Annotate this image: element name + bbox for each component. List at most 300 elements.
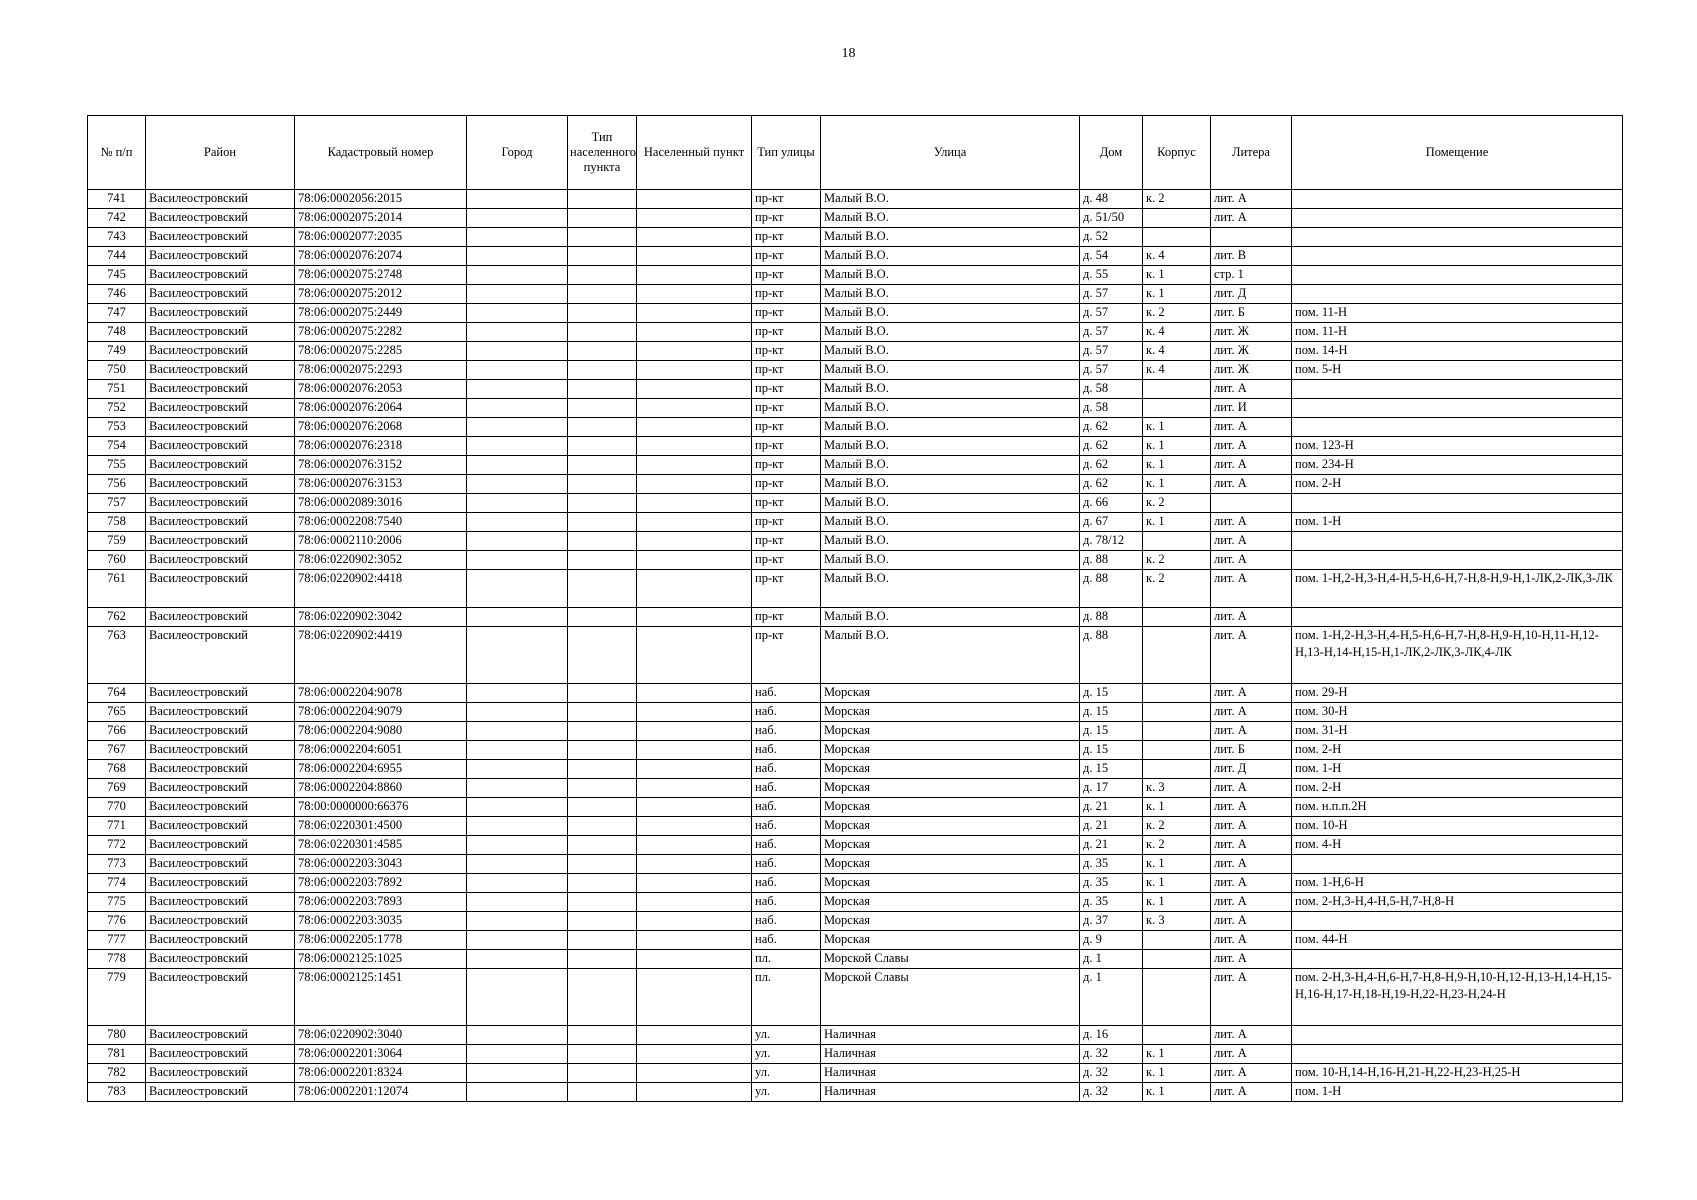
cell-street: Морской Славы [821,969,1080,1026]
cell-building [1143,969,1211,1026]
cell-cadastral: 78:06:0002076:3152 [295,456,467,475]
cell-house: д. 17 [1080,779,1143,798]
cell-settlement [637,266,752,285]
cell-building: к. 1 [1143,855,1211,874]
cell-number: 752 [88,399,146,418]
cell-letter: лит. А [1211,551,1292,570]
cell-street-type: наб. [752,741,821,760]
cell-house: д. 15 [1080,684,1143,703]
cell-house: д. 58 [1080,399,1143,418]
cell-letter [1211,494,1292,513]
cell-street: Морская [821,931,1080,950]
cell-house: д. 57 [1080,361,1143,380]
cell-street: Малый В.О. [821,475,1080,494]
cell-cadastral: 78:06:0002110:2006 [295,532,467,551]
cell-street: Морская [821,798,1080,817]
cell-cadastral: 78:06:0002077:2035 [295,228,467,247]
cell-house: д. 66 [1080,494,1143,513]
cell-premises: пом. 2-Н,3-Н,4-Н,6-Н,7-Н,8-Н,9-Н,10-Н,12-Н,13-Н,14-Н,15-Н,16-Н,17-Н,18-Н,19-Н,22-Н,23-Н,24-Н [1292,969,1623,1026]
cell-street: Малый В.О. [821,513,1080,532]
table-row [88,285,1623,304]
cell-street: Малый В.О. [821,304,1080,323]
cell-cadastral: 78:06:0002125:1025 [295,950,467,969]
cell-letter: лит. А [1211,475,1292,494]
table-row [88,266,1623,285]
cell-settlement-type [568,380,637,399]
cell-settlement-type [568,950,637,969]
table-row [88,1064,1623,1083]
cell-street: Морская [821,684,1080,703]
cell-city [467,285,568,304]
cell-settlement [637,418,752,437]
table-row [88,874,1623,893]
cell-premises: пом. 31-Н [1292,722,1623,741]
cell-number: 766 [88,722,146,741]
cell-settlement [637,931,752,950]
cell-district: Василеостровский [146,1083,295,1102]
cell-settlement [637,1026,752,1045]
table-row [88,1083,1623,1102]
cell-cadastral: 78:06:0220902:3042 [295,608,467,627]
table-row [88,760,1623,779]
cell-building [1143,741,1211,760]
cell-district: Василеостровский [146,855,295,874]
cell-settlement-type [568,323,637,342]
cell-building: к. 2 [1143,551,1211,570]
cell-settlement [637,399,752,418]
cell-settlement-type [568,494,637,513]
cell-district: Василеостровский [146,969,295,1026]
cell-district: Василеостровский [146,304,295,323]
cell-city [467,1026,568,1045]
cell-district: Василеостровский [146,741,295,760]
cell-house: д. 35 [1080,893,1143,912]
cell-settlement-type [568,228,637,247]
cell-building: к. 1 [1143,456,1211,475]
cell-district: Василеостровский [146,228,295,247]
cell-settlement-type [568,361,637,380]
cell-street: Малый В.О. [821,380,1080,399]
table-row [88,418,1623,437]
cell-district: Василеостровский [146,247,295,266]
cell-premises [1292,247,1623,266]
cell-building: к. 4 [1143,247,1211,266]
cell-settlement [637,228,752,247]
cell-settlement-type [568,969,637,1026]
cell-building: к. 1 [1143,285,1211,304]
cell-settlement [637,703,752,722]
cell-number: 776 [88,912,146,931]
cell-street-type: наб. [752,779,821,798]
cell-settlement-type [568,1083,637,1102]
cell-street-type: ул. [752,1083,821,1102]
table-body [88,190,1623,1102]
cell-letter: лит. А [1211,380,1292,399]
cell-building: к. 1 [1143,798,1211,817]
cell-street-type: наб. [752,817,821,836]
cell-settlement-type [568,209,637,228]
cell-city [467,931,568,950]
cell-building [1143,950,1211,969]
cell-city [467,893,568,912]
table-row [88,912,1623,931]
cell-city [467,608,568,627]
cell-cadastral: 78:06:0002208:7540 [295,513,467,532]
cell-settlement-type [568,399,637,418]
cell-building [1143,722,1211,741]
cell-letter: стр. 1 [1211,266,1292,285]
cell-settlement [637,684,752,703]
cell-cadastral: 78:06:0002076:2064 [295,399,467,418]
cell-settlement-type [568,722,637,741]
cell-district: Василеостровский [146,342,295,361]
cell-number: 772 [88,836,146,855]
cell-street: Малый В.О. [821,266,1080,285]
cell-letter: лит. А [1211,722,1292,741]
cell-number: 747 [88,304,146,323]
cell-cadastral: 78:06:0002076:2318 [295,437,467,456]
cell-street-type: пр-кт [752,285,821,304]
cell-letter: лит. Д [1211,285,1292,304]
cell-settlement [637,342,752,361]
cell-letter: лит. Ж [1211,323,1292,342]
cell-street: Морская [821,703,1080,722]
cell-district: Василеостровский [146,1045,295,1064]
cell-street-type: пр-кт [752,399,821,418]
cell-number: 765 [88,703,146,722]
cell-city [467,779,568,798]
cell-cadastral: 78:06:0002076:3153 [295,475,467,494]
cell-street-type: пр-кт [752,323,821,342]
table-row [88,323,1623,342]
cell-street: Малый В.О. [821,437,1080,456]
cell-settlement [637,323,752,342]
cell-settlement-type [568,627,637,684]
table-row [88,551,1623,570]
cell-district: Василеостровский [146,475,295,494]
cell-street-type: пр-кт [752,247,821,266]
cell-number: 759 [88,532,146,551]
cell-settlement-type [568,418,637,437]
cell-letter: лит. А [1211,532,1292,551]
cell-letter: лит. А [1211,912,1292,931]
cell-house: д. 1 [1080,969,1143,1026]
table-row [88,570,1623,608]
cell-district: Василеостровский [146,817,295,836]
table-row [88,969,1623,1026]
cell-cadastral: 78:06:0220301:4585 [295,836,467,855]
cell-district: Василеостровский [146,437,295,456]
cell-letter: лит. А [1211,931,1292,950]
cell-street-type: пр-кт [752,513,821,532]
cell-settlement [637,437,752,456]
cell-building: к. 1 [1143,437,1211,456]
cell-letter: лит. А [1211,418,1292,437]
cell-city [467,703,568,722]
cell-district: Василеостровский [146,912,295,931]
cell-street-type: наб. [752,703,821,722]
cell-premises: пом. 2-Н [1292,779,1623,798]
table-row [88,703,1623,722]
cell-street-type: пр-кт [752,570,821,608]
cell-city [467,912,568,931]
cell-number: 763 [88,627,146,684]
cell-building: к. 4 [1143,361,1211,380]
cell-city [467,551,568,570]
cell-house: д. 32 [1080,1083,1143,1102]
cell-street: Малый В.О. [821,247,1080,266]
cell-settlement [637,950,752,969]
cell-premises: пом. 1-Н,6-Н [1292,874,1623,893]
cell-letter: лит. А [1211,190,1292,209]
cell-building [1143,380,1211,399]
cell-district: Василеостровский [146,931,295,950]
cell-settlement-type [568,779,637,798]
header-settlement-type: Тип населенного пункта [568,116,637,190]
cell-street-type: наб. [752,912,821,931]
cell-premises: пом. 2-Н [1292,741,1623,760]
cell-settlement [637,798,752,817]
cell-house: д. 57 [1080,323,1143,342]
table-row [88,456,1623,475]
header-building: Корпус [1143,116,1211,190]
cell-number: 753 [88,418,146,437]
cell-number: 751 [88,380,146,399]
cell-city [467,969,568,1026]
cell-settlement [637,760,752,779]
cell-building: к. 1 [1143,418,1211,437]
cell-street-type: пл. [752,950,821,969]
cell-building [1143,608,1211,627]
cell-premises [1292,228,1623,247]
cell-cadastral: 78:06:0220902:4418 [295,570,467,608]
cell-premises [1292,380,1623,399]
page-number: 18 [841,46,856,61]
cell-number: 754 [88,437,146,456]
cell-district: Василеостровский [146,209,295,228]
cell-letter: лит. А [1211,817,1292,836]
table-row [88,627,1623,684]
cell-settlement [637,190,752,209]
cell-letter: лит. А [1211,1064,1292,1083]
cell-building: к. 1 [1143,475,1211,494]
table-row [88,304,1623,323]
table-row [88,361,1623,380]
cell-settlement [637,285,752,304]
cell-city [467,456,568,475]
table-row [88,494,1623,513]
cell-cadastral: 78:06:0002089:3016 [295,494,467,513]
cell-settlement [637,247,752,266]
cell-letter: лит. А [1211,779,1292,798]
cell-house: д. 48 [1080,190,1143,209]
cell-house: д. 78/12 [1080,532,1143,551]
cell-number: 760 [88,551,146,570]
cell-district: Василеостровский [146,494,295,513]
cell-city [467,1045,568,1064]
cell-street: Малый В.О. [821,570,1080,608]
table-row [88,798,1623,817]
cell-building: к. 3 [1143,912,1211,931]
cell-premises: пом. 2-Н,3-Н,4-Н,5-Н,7-Н,8-Н [1292,893,1623,912]
cell-building [1143,209,1211,228]
cell-cadastral: 78:06:0002075:2293 [295,361,467,380]
table-row [88,437,1623,456]
cell-district: Василеостровский [146,418,295,437]
cell-street: Малый В.О. [821,418,1080,437]
cell-settlement-type [568,342,637,361]
cell-settlement [637,627,752,684]
cell-cadastral: 78:06:0002205:1778 [295,931,467,950]
cell-house: д. 57 [1080,285,1143,304]
cell-settlement [637,893,752,912]
cell-cadastral: 78:06:0002204:9080 [295,722,467,741]
cell-street-type: наб. [752,893,821,912]
cell-number: 783 [88,1083,146,1102]
cell-street: Морская [821,836,1080,855]
cell-district: Василеостровский [146,1064,295,1083]
cell-number: 756 [88,475,146,494]
cell-premises [1292,209,1623,228]
cell-settlement [637,570,752,608]
cell-settlement [637,494,752,513]
cell-letter: лит. В [1211,247,1292,266]
cell-street-type: пр-кт [752,437,821,456]
cell-letter: лит. А [1211,855,1292,874]
cell-letter: лит. А [1211,893,1292,912]
cell-house: д. 62 [1080,418,1143,437]
cell-street-type: пр-кт [752,380,821,399]
cell-number: 741 [88,190,146,209]
cell-cadastral: 78:06:0002203:3035 [295,912,467,931]
cell-district: Василеостровский [146,627,295,684]
cell-street: Морская [821,874,1080,893]
property-register-table [87,115,1623,1102]
cell-number: 771 [88,817,146,836]
cell-district: Василеостровский [146,380,295,399]
cell-building: к. 2 [1143,570,1211,608]
cell-building: к. 2 [1143,817,1211,836]
cell-letter: лит. А [1211,1026,1292,1045]
cell-premises: пом. 1-Н,2-Н,3-Н,4-Н,5-Н,6-Н,7-Н,8-Н,9-Н,1-ЛК,2-ЛК,3-ЛК [1292,570,1623,608]
cell-number: 781 [88,1045,146,1064]
cell-house: д. 35 [1080,855,1143,874]
cell-settlement-type [568,532,637,551]
cell-letter: лит. А [1211,437,1292,456]
cell-street: Морской Славы [821,950,1080,969]
cell-settlement [637,532,752,551]
cell-premises: пом. 2-Н [1292,475,1623,494]
cell-street-type: пр-кт [752,494,821,513]
cell-city [467,874,568,893]
cell-district: Василеостровский [146,608,295,627]
cell-district: Василеостровский [146,285,295,304]
cell-settlement [637,608,752,627]
cell-settlement-type [568,1026,637,1045]
cell-settlement [637,855,752,874]
cell-settlement-type [568,855,637,874]
table-row [88,475,1623,494]
table-row [88,247,1623,266]
header-cadastral: Кадастровый номер [295,116,467,190]
cell-letter: лит. Б [1211,741,1292,760]
cell-building: к. 1 [1143,1045,1211,1064]
cell-city [467,494,568,513]
cell-district: Василеостровский [146,456,295,475]
cell-letter: лит. А [1211,969,1292,1026]
header-row [88,116,1623,190]
cell-cadastral: 78:06:0002076:2053 [295,380,467,399]
cell-premises: пом. 14-Н [1292,342,1623,361]
cell-street: Морская [821,779,1080,798]
cell-number: 780 [88,1026,146,1045]
cell-cadastral: 78:06:0002203:3043 [295,855,467,874]
cell-street-type: пл. [752,969,821,1026]
cell-settlement [637,741,752,760]
table-row [88,1026,1623,1045]
cell-premises: пом. 123-Н [1292,437,1623,456]
cell-building [1143,931,1211,950]
cell-number: 782 [88,1064,146,1083]
cell-settlement-type [568,703,637,722]
cell-district: Василеостровский [146,266,295,285]
cell-number: 748 [88,323,146,342]
cell-cadastral: 78:06:0002204:9078 [295,684,467,703]
cell-premises [1292,494,1623,513]
cell-number: 758 [88,513,146,532]
cell-settlement [637,551,752,570]
cell-street-type: пр-кт [752,209,821,228]
cell-building [1143,228,1211,247]
table-row [88,532,1623,551]
cell-premises: пом. 10-Н [1292,817,1623,836]
cell-street-type: пр-кт [752,608,821,627]
cell-premises [1292,266,1623,285]
cell-cadastral: 78:06:0002203:7893 [295,893,467,912]
cell-cadastral: 78:06:0002204:6955 [295,760,467,779]
cell-letter: лит. А [1211,798,1292,817]
cell-settlement-type [568,760,637,779]
cell-district: Василеостровский [146,874,295,893]
cell-cadastral: 78:06:0002201:3064 [295,1045,467,1064]
cell-city [467,266,568,285]
cell-street: Малый В.О. [821,627,1080,684]
cell-street: Наличная [821,1045,1080,1064]
cell-letter: лит. А [1211,1045,1292,1064]
cell-street-type: наб. [752,684,821,703]
cell-house: д. 51/50 [1080,209,1143,228]
cell-number: 757 [88,494,146,513]
cell-letter: лит. А [1211,684,1292,703]
cell-settlement-type [568,266,637,285]
cell-street: Малый В.О. [821,190,1080,209]
cell-cadastral: 78:06:0220301:4500 [295,817,467,836]
cell-street-type: пр-кт [752,266,821,285]
cell-number: 762 [88,608,146,627]
cell-street: Морская [821,722,1080,741]
cell-letter: лит. Ж [1211,361,1292,380]
cell-street: Морская [821,893,1080,912]
cell-settlement [637,817,752,836]
cell-building: к. 1 [1143,266,1211,285]
cell-street: Морская [821,760,1080,779]
cell-settlement-type [568,684,637,703]
cell-letter: лит. А [1211,456,1292,475]
cell-city [467,760,568,779]
cell-building [1143,399,1211,418]
cell-settlement-type [568,190,637,209]
cell-building: к. 4 [1143,323,1211,342]
